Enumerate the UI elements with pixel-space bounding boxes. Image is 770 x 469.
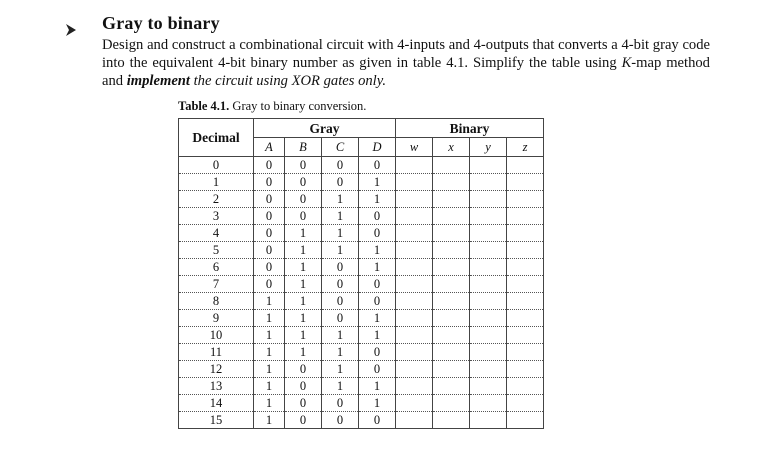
gray-col-b: B	[285, 138, 322, 157]
binary-w-input-cell[interactable]	[396, 174, 433, 191]
binary-x-input-cell[interactable]	[433, 208, 470, 225]
binary-z-input-cell[interactable]	[507, 157, 544, 174]
binary-x-input-cell[interactable]	[433, 174, 470, 191]
binary-z-input-cell[interactable]	[507, 412, 544, 429]
gray-b-cell: 0	[285, 412, 322, 429]
gray-a-cell: 0	[254, 191, 285, 208]
binary-y-input-cell[interactable]	[470, 276, 507, 293]
gray-b-cell: 1	[285, 276, 322, 293]
gray-c-cell: 1	[322, 191, 359, 208]
binary-w-input-cell[interactable]	[396, 293, 433, 310]
table-row	[179, 412, 544, 429]
decimal-cell: 11	[179, 344, 254, 361]
binary-x-input-cell[interactable]	[433, 225, 470, 242]
gray-d-cell: 0	[359, 344, 396, 361]
table-row	[179, 191, 544, 208]
binary-x-input-cell[interactable]	[433, 259, 470, 276]
gray-d-cell: 1	[359, 191, 396, 208]
binary-w-input-cell[interactable]	[396, 276, 433, 293]
table-row	[179, 361, 544, 378]
decimal-cell: 6	[179, 259, 254, 276]
binary-w-input-cell[interactable]	[396, 242, 433, 259]
binary-x-input-cell[interactable]	[433, 361, 470, 378]
binary-x-input-cell[interactable]	[433, 395, 470, 412]
table-row	[179, 293, 544, 310]
gray-c-cell: 1	[322, 242, 359, 259]
gray-c-cell: 0	[322, 293, 359, 310]
binary-z-input-cell[interactable]	[507, 276, 544, 293]
table-row	[179, 157, 544, 174]
gray-b-cell: 0	[285, 174, 322, 191]
binary-z-input-cell[interactable]	[507, 225, 544, 242]
gray-a-cell: 0	[254, 157, 285, 174]
binary-x-input-cell[interactable]	[433, 157, 470, 174]
decimal-cell: 14	[179, 395, 254, 412]
gray-d-cell: 1	[359, 174, 396, 191]
table-row	[179, 395, 544, 412]
desc-text-2: -map method and	[102, 55, 710, 89]
binary-w-input-cell[interactable]	[396, 412, 433, 429]
binary-z-input-cell[interactable]	[507, 310, 544, 327]
gray-a-cell: 1	[254, 327, 285, 344]
gray-d-cell: 1	[359, 259, 396, 276]
decimal-cell: 12	[179, 361, 254, 378]
decimal-cell: 5	[179, 242, 254, 259]
gray-c-cell: 1	[322, 208, 359, 225]
binary-y-input-cell[interactable]	[470, 157, 507, 174]
table-row	[179, 208, 544, 225]
table-row	[179, 310, 544, 327]
task-description	[102, 36, 710, 90]
binary-x-input-cell[interactable]	[433, 344, 470, 361]
binary-x-input-cell[interactable]	[433, 412, 470, 429]
table-row	[179, 276, 544, 293]
gray-c-cell: 1	[322, 225, 359, 242]
gray-binary-table	[178, 118, 544, 429]
decimal-cell: 2	[179, 191, 254, 208]
table-caption	[178, 99, 366, 114]
gray-c-cell: 1	[322, 327, 359, 344]
gray-col-c: C	[322, 138, 359, 157]
decimal-cell: 0	[179, 157, 254, 174]
decimal-cell: 3	[179, 208, 254, 225]
binary-z-input-cell[interactable]	[507, 293, 544, 310]
gray-a-cell: 0	[254, 242, 285, 259]
table-row	[179, 259, 544, 276]
gray-b-cell: 0	[285, 208, 322, 225]
table-row	[179, 242, 544, 259]
binary-z-input-cell[interactable]	[507, 242, 544, 259]
gray-d-cell: 0	[359, 361, 396, 378]
gray-a-cell: 1	[254, 395, 285, 412]
binary-x-input-cell[interactable]	[433, 310, 470, 327]
binary-x-input-cell[interactable]	[433, 191, 470, 208]
binary-z-input-cell[interactable]	[507, 361, 544, 378]
binary-w-input-cell[interactable]	[396, 378, 433, 395]
gray-c-cell: 0	[322, 310, 359, 327]
gray-col-a: A	[254, 138, 285, 157]
desc-implement: implement	[126, 73, 190, 89]
binary-w-input-cell[interactable]	[396, 344, 433, 361]
binary-col-x: x	[433, 138, 470, 157]
gray-b-cell: 1	[285, 242, 322, 259]
gray-a-cell: 0	[254, 208, 285, 225]
table-row	[179, 378, 544, 395]
binary-w-input-cell[interactable]	[396, 395, 433, 412]
gray-d-cell: 1	[359, 395, 396, 412]
decimal-cell: 8	[179, 293, 254, 310]
binary-z-input-cell[interactable]	[507, 327, 544, 344]
gray-b-cell: 1	[285, 225, 322, 242]
binary-x-input-cell[interactable]	[433, 378, 470, 395]
gray-d-cell: 0	[359, 276, 396, 293]
decimal-cell: 13	[179, 378, 254, 395]
gray-b-cell: 1	[285, 344, 322, 361]
desc-xor: XOR	[291, 73, 320, 89]
gray-a-cell: 0	[254, 174, 285, 191]
gray-b-cell: 1	[285, 310, 322, 327]
bullet-arrow-icon	[64, 23, 78, 37]
binary-y-input-cell[interactable]	[470, 191, 507, 208]
gray-b-cell: 0	[285, 361, 322, 378]
binary-y-input-cell[interactable]	[470, 310, 507, 327]
binary-y-input-cell[interactable]	[470, 395, 507, 412]
decimal-cell: 1	[179, 174, 254, 191]
binary-w-input-cell[interactable]	[396, 157, 433, 174]
caption-label: Table 4.1.	[178, 99, 230, 113]
desc-text-1: Design and construct a combinational circuit with 4-inputs and 4-outputs that converts a 4-bit gray code into the equivalent 4-bit binary number as given in table 4.1. Simplify the table using	[102, 37, 710, 71]
binary-y-input-cell[interactable]	[470, 208, 507, 225]
binary-y-input-cell[interactable]	[470, 378, 507, 395]
binary-col-z: z	[507, 138, 544, 157]
decimal-cell: 15	[179, 412, 254, 429]
binary-y-input-cell[interactable]	[470, 242, 507, 259]
binary-z-input-cell[interactable]	[507, 208, 544, 225]
binary-w-input-cell[interactable]	[396, 310, 433, 327]
binary-y-input-cell[interactable]	[470, 327, 507, 344]
gray-c-cell: 0	[322, 259, 359, 276]
table-row	[179, 327, 544, 344]
gray-b-cell: 1	[285, 327, 322, 344]
gray-c-cell: 0	[322, 174, 359, 191]
gray-c-cell: 0	[322, 157, 359, 174]
binary-y-input-cell[interactable]	[470, 259, 507, 276]
gray-c-cell: 1	[322, 361, 359, 378]
gray-a-cell: 1	[254, 293, 285, 310]
desc-text-4: gates only.	[319, 73, 387, 89]
decimal-cell: 7	[179, 276, 254, 293]
gray-a-cell: 0	[254, 276, 285, 293]
gray-b-cell: 0	[285, 378, 322, 395]
binary-x-input-cell[interactable]	[433, 242, 470, 259]
gray-d-cell: 0	[359, 208, 396, 225]
binary-z-input-cell[interactable]	[507, 378, 544, 395]
binary-col-w: w	[396, 138, 433, 157]
gray-c-cell: 0	[322, 276, 359, 293]
desc-text-3: the circuit using	[189, 73, 292, 89]
binary-w-input-cell[interactable]	[396, 225, 433, 242]
gray-d-cell: 0	[359, 412, 396, 429]
gray-a-cell: 1	[254, 361, 285, 378]
gray-a-cell: 0	[254, 225, 285, 242]
binary-w-input-cell[interactable]	[396, 191, 433, 208]
binary-z-input-cell[interactable]	[507, 395, 544, 412]
gray-d-cell: 1	[359, 242, 396, 259]
binary-z-input-cell[interactable]	[507, 259, 544, 276]
gray-a-cell: 1	[254, 378, 285, 395]
gray-d-cell: 0	[359, 157, 396, 174]
binary-w-input-cell[interactable]	[396, 259, 433, 276]
binary-x-input-cell[interactable]	[433, 293, 470, 310]
gray-b-cell: 0	[285, 191, 322, 208]
desc-kmap: K	[621, 55, 632, 71]
gray-c-cell: 0	[322, 395, 359, 412]
gray-d-cell: 0	[359, 293, 396, 310]
gray-b-cell: 1	[285, 259, 322, 276]
gray-c-cell: 1	[322, 344, 359, 361]
binary-x-input-cell[interactable]	[433, 327, 470, 344]
binary-y-input-cell[interactable]	[470, 412, 507, 429]
decimal-cell: 10	[179, 327, 254, 344]
binary-w-input-cell[interactable]	[396, 208, 433, 225]
binary-header: Binary	[396, 119, 544, 138]
gray-b-cell: 0	[285, 395, 322, 412]
table-row	[179, 344, 544, 361]
gray-d-cell: 1	[359, 378, 396, 395]
binary-y-input-cell[interactable]	[470, 225, 507, 242]
gray-b-cell: 0	[285, 157, 322, 174]
caption-text: Gray to binary conversion.	[229, 99, 367, 113]
gray-c-cell: 0	[322, 412, 359, 429]
binary-w-input-cell[interactable]	[396, 361, 433, 378]
table-body	[179, 157, 544, 429]
gray-b-cell: 1	[285, 293, 322, 310]
table-row	[179, 174, 544, 191]
decimal-header: Decimal	[179, 119, 254, 157]
gray-d-cell: 1	[359, 327, 396, 344]
gray-col-d: D	[359, 138, 396, 157]
binary-z-input-cell[interactable]	[507, 174, 544, 191]
gray-header: Gray	[254, 119, 396, 138]
binary-col-y: y	[470, 138, 507, 157]
binary-y-input-cell[interactable]	[470, 293, 507, 310]
binary-y-input-cell[interactable]	[470, 174, 507, 191]
binary-y-input-cell[interactable]	[470, 344, 507, 361]
decimal-cell: 9	[179, 310, 254, 327]
gray-c-cell: 1	[322, 378, 359, 395]
binary-w-input-cell[interactable]	[396, 327, 433, 344]
binary-z-input-cell[interactable]	[507, 191, 544, 208]
binary-y-input-cell[interactable]	[470, 361, 507, 378]
binary-x-input-cell[interactable]	[433, 276, 470, 293]
gray-a-cell: 1	[254, 344, 285, 361]
gray-a-cell: 1	[254, 310, 285, 327]
binary-z-input-cell[interactable]	[507, 344, 544, 361]
gray-d-cell: 0	[359, 225, 396, 242]
decimal-cell: 4	[179, 225, 254, 242]
gray-a-cell: 0	[254, 259, 285, 276]
gray-a-cell: 1	[254, 412, 285, 429]
table-row	[179, 225, 544, 242]
gray-d-cell: 1	[359, 310, 396, 327]
section-heading: Gray to binary	[102, 13, 220, 33]
